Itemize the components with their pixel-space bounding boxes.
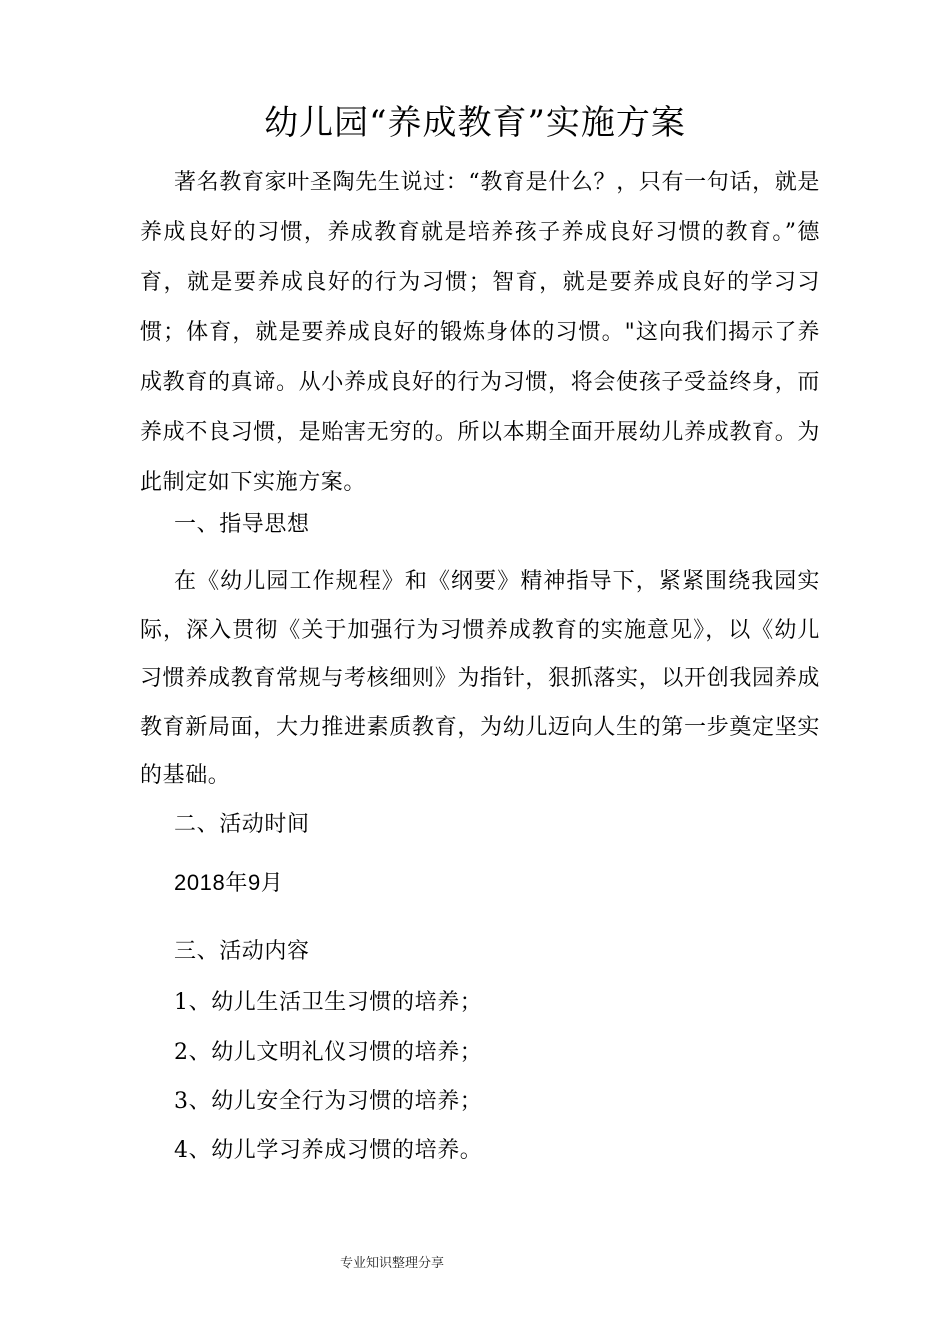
section-heading-guiding-ideology: 一、指导思想 (174, 512, 310, 537)
section-heading-activity-time: 二、活动时间 (174, 812, 310, 837)
activity-date: 2018年9月 (174, 870, 284, 895)
intro-paragraph: 著名教育家叶圣陶先生说过：“教育是什么？，只有一句话，就是养成良好的习惯，养成教育就是培养孩子养成良好习惯的教育。”德育，就是要养成良好的行为习惯；智育，就是要养成良好的学习习惯；体育，就是要养成良好的锻炼身体的习惯。"这向我们揭示了养成教育的真谛。从小养成良好的行为习惯，将会使孩子受益终身，而养成不良习惯，是贻害无穷的。所以本期全面开展幼儿养成教育。为此制定如下实施方案。 (140, 170, 820, 495)
section-heading-activity-content: 三、活动内容 (174, 939, 310, 964)
list-item: 3、幼儿安全行为习惯的培养； (174, 1089, 483, 1114)
list-item: 1、幼儿生活卫生习惯的培养； (174, 990, 483, 1015)
page-footer: 专业知识整理分享 (340, 1256, 445, 1271)
document-title: 幼儿园“养成教育”实施方案 (264, 103, 686, 143)
guiding-ideology-paragraph: 在《幼儿园工作规程》和《纲要》精神指导下，紧紧围绕我园实际，深入贯彻《关于加强行为习惯养成教育的实施意见》，以《幼儿习惯养成教育常规与考核细则》为指针，狠抓落实，以开创我园养成教育新局面，大力推进素质教育，为幼儿迈向人生的第一步奠定坚实的基础。 (140, 569, 820, 788)
list-item: 4、幼儿学习养成习惯的培养。 (174, 1138, 483, 1163)
list-item: 2、幼儿文明礼仪习惯的培养； (174, 1040, 483, 1065)
